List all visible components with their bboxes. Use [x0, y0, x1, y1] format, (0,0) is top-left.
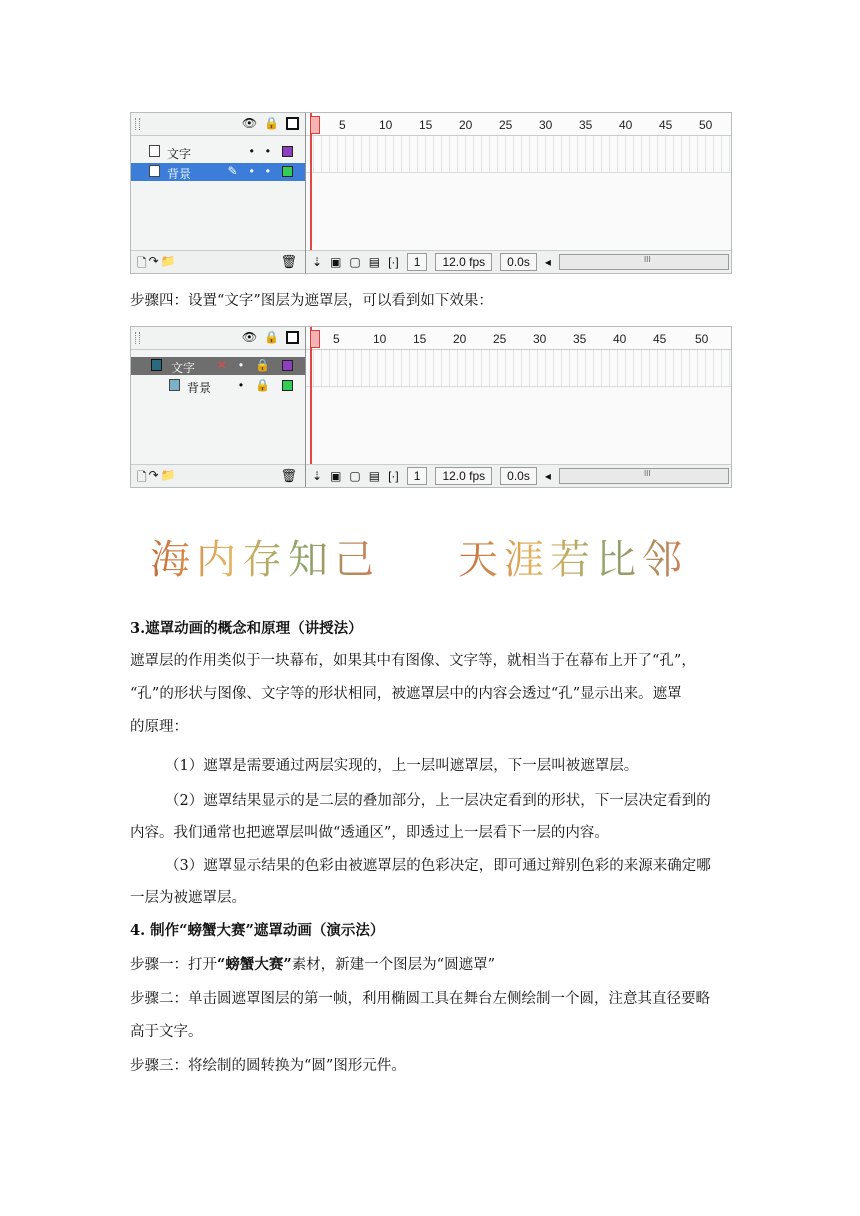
frame-grid[interactable]: [306, 136, 731, 173]
add-folder-icon[interactable]: 📁: [160, 254, 176, 268]
timeline-panel-2: [130, 326, 732, 488]
layer-row-text[interactable]: [131, 143, 305, 161]
ruler-label: 45: [659, 118, 673, 132]
layer-color[interactable]: [282, 360, 293, 371]
layer-color[interactable]: [282, 166, 293, 177]
ruler-label: 15: [419, 118, 433, 132]
current-frame: 1: [407, 467, 428, 485]
layer-row-mask[interactable]: [131, 357, 305, 375]
horizontal-scrollbar[interactable]: [559, 468, 729, 484]
step1: [130, 951, 730, 979]
center-frame-icon[interactable]: ⇣: [312, 255, 323, 269]
elapsed-time: 0.0s: [500, 253, 537, 271]
layer-panel: [131, 113, 306, 273]
frame-grid[interactable]: [306, 350, 731, 387]
ruler-label: 25: [493, 332, 507, 346]
step2-line1: 步骤二：单击圆遮罩图层的第一帧，利用椭圆工具在舞台左侧绘制一个圆，注意其直径要略: [130, 991, 710, 1007]
ruler-label: 20: [459, 118, 473, 132]
ruler-label: 35: [579, 118, 593, 132]
visible-dot[interactable]: •: [249, 164, 254, 178]
frame-rate: 12.0 fps: [435, 467, 492, 485]
masked-poem-left: 海内存知己: [150, 528, 380, 585]
item2-line2: 内容。我们通常也把遮罩层叫做“透通区”，即透过上一层看下一层的内容。: [130, 825, 609, 841]
ruler-label: 40: [613, 332, 627, 346]
ruler-label: 20: [453, 332, 467, 346]
onion-skin-icon[interactable]: ▣: [330, 255, 342, 269]
layer-row-masked[interactable]: [131, 377, 305, 395]
layer-name: 文字: [167, 147, 192, 161]
ruler-label: 10: [373, 332, 387, 346]
ruler-label: 5: [339, 118, 346, 132]
masked-poem-right: 天涯若比邻: [458, 528, 688, 585]
layer-footer: [131, 250, 305, 273]
add-layer-icon[interactable]: 🗋: [137, 470, 147, 484]
layer-row-background[interactable]: [131, 163, 305, 181]
playhead[interactable]: [310, 327, 312, 465]
pencil-icon: ✎: [227, 164, 238, 178]
modify-markers-icon[interactable]: [·]: [388, 469, 399, 483]
ruler-label: 30: [533, 332, 547, 346]
lock-dot[interactable]: •: [265, 144, 270, 158]
layer-header: [131, 327, 305, 350]
layer-header: [131, 113, 305, 136]
layer-name: 背景: [187, 381, 212, 395]
section3-para-line1: 遮罩层的作用类似于一块幕布，如果其中有图像、文字等，就相当于在幕布上开了“孔”，: [130, 653, 696, 669]
lock-icon[interactable]: 🔒: [264, 330, 279, 344]
ruler-label: 45: [653, 332, 667, 346]
scroll-left-icon[interactable]: ◂: [544, 255, 551, 269]
lock-dot[interactable]: •: [265, 164, 270, 178]
item3-line2: 一层为被遮罩层。: [130, 890, 246, 906]
frame-rate: 12.0 fps: [435, 253, 492, 271]
elapsed-time: 0.0s: [500, 467, 537, 485]
step2-line2: 高于文字。: [130, 1024, 203, 1040]
trash-icon[interactable]: 🗑: [280, 254, 297, 269]
frame-ruler[interactable]: [306, 113, 731, 136]
modify-markers-icon[interactable]: [·]: [388, 255, 399, 269]
layer-color[interactable]: [282, 146, 293, 157]
frame-panel: [306, 113, 731, 273]
add-guide-icon[interactable]: ↷: [148, 254, 159, 268]
section3-para-line3: 的原理：: [130, 719, 188, 735]
add-layer-icon[interactable]: 🗋: [137, 256, 147, 270]
eye-icon[interactable]: 👁: [241, 330, 258, 344]
onion-outline-icon[interactable]: ▢: [349, 469, 361, 483]
visible-dot[interactable]: •: [238, 358, 244, 372]
layer-color[interactable]: [282, 380, 293, 391]
step1-material-name: “螃蟹大赛”: [217, 956, 292, 973]
ruler-label: 15: [413, 332, 427, 346]
step1-prefix: 步骤一：打开: [130, 957, 217, 973]
ruler-label: 10: [379, 118, 393, 132]
trash-icon[interactable]: 🗑: [280, 468, 297, 483]
layer-name: 文字: [171, 361, 196, 375]
grip-handle[interactable]: [135, 118, 140, 130]
ruler-label: 30: [539, 118, 553, 132]
item3-line1: （3）遮罩显示结果的色彩由被遮罩层的色彩决定，即可通过辩别色彩的来源来确定哪: [165, 858, 711, 874]
masked-layer-icon: [169, 379, 180, 391]
layer-icon: [149, 145, 160, 157]
layer-footer: [131, 464, 305, 487]
edit-multiple-icon[interactable]: ▤: [368, 469, 381, 483]
current-frame: 1: [407, 253, 428, 271]
layer-name: 背景: [167, 167, 192, 181]
item1: （1）遮罩是需要通过两层实现的，上一层叫遮罩层，下一层叫被遮罩层。: [165, 758, 639, 774]
visible-dot[interactable]: •: [238, 378, 244, 392]
frame-panel: [306, 327, 731, 487]
ruler-label: 25: [499, 118, 513, 132]
timeline-status-bar: [306, 250, 731, 273]
ruler-label: 5: [333, 332, 340, 346]
layer-panel: [131, 327, 306, 487]
lock-icon[interactable]: 🔒: [264, 116, 279, 130]
step4-caption: 步骤四：设置“文字”图层为遮罩层，可以看到如下效果：: [130, 293, 493, 309]
eye-icon[interactable]: 👁: [241, 116, 258, 130]
mask-layer-icon: [151, 359, 162, 371]
scroll-left-icon[interactable]: ◂: [544, 469, 551, 483]
lock-icon[interactable]: 🔒: [255, 378, 270, 392]
horizontal-scrollbar[interactable]: [559, 254, 729, 270]
edit-multiple-icon[interactable]: ▤: [368, 255, 381, 269]
step3: 步骤三：将绘制的圆转换为“圆”图形元件。: [130, 1058, 406, 1074]
item2-line1: （2）遮罩结果显示的是二层的叠加部分，上一层决定看到的形状，下一层决定看到的: [165, 793, 711, 809]
ruler-label: 50: [695, 332, 709, 346]
center-frame-icon[interactable]: ⇣: [312, 469, 323, 483]
section4-heading: 4. 制作“螃蟹大赛”遮罩动画（演示法）: [130, 922, 385, 939]
step1-suffix: 素材，新建一个图层为“圆遮罩”: [291, 957, 496, 973]
timeline-panel-1: [130, 112, 732, 274]
outline-icon[interactable]: [286, 117, 299, 130]
ruler-label: 40: [619, 118, 633, 132]
onion-skin-icon[interactable]: ▣: [330, 469, 342, 483]
frame-ruler[interactable]: [306, 327, 731, 350]
add-folder-icon[interactable]: 📁: [160, 468, 176, 482]
ruler-label: 35: [573, 332, 587, 346]
visible-dot[interactable]: •: [249, 144, 254, 158]
grip-handle[interactable]: [135, 332, 140, 344]
onion-outline-icon[interactable]: ▢: [349, 255, 361, 269]
hidden-x-icon[interactable]: ✕: [216, 358, 227, 372]
timeline-status-bar: [306, 464, 731, 487]
layer-icon: [149, 165, 160, 177]
section3-para-line2: “孔”的形状与图像、文字等的形状相同，被遮罩层中的内容会透过“孔”显示出来。遮罩: [130, 686, 682, 702]
section3-heading: 3.遮罩动画的概念和原理（讲授法）: [130, 620, 363, 637]
ruler-label: 50: [699, 118, 713, 132]
outline-icon[interactable]: [286, 331, 299, 344]
lock-icon[interactable]: 🔒: [255, 358, 270, 372]
playhead[interactable]: [310, 113, 312, 251]
add-guide-icon[interactable]: ↷: [148, 468, 159, 482]
